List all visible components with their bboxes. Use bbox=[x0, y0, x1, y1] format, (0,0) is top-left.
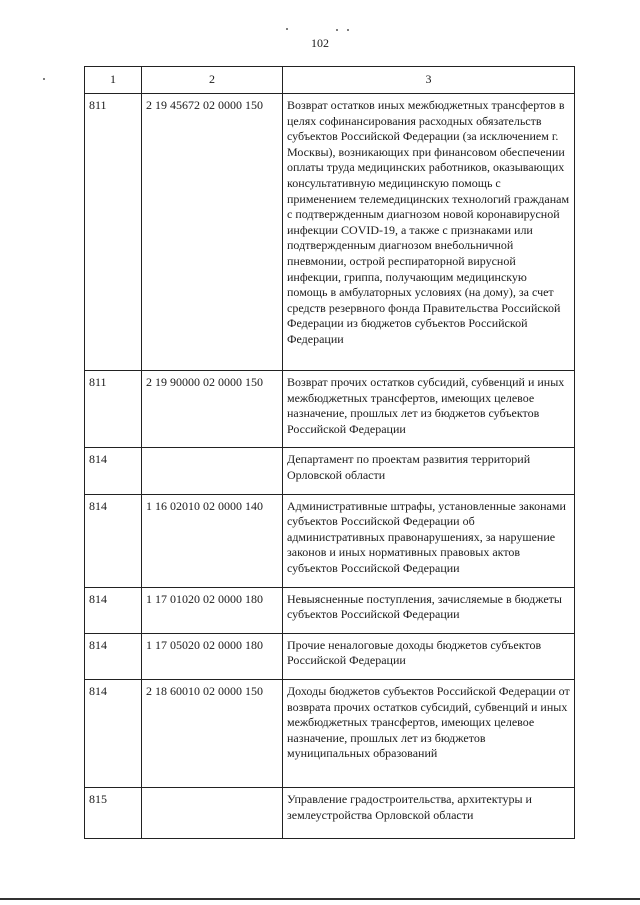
scan-speck bbox=[347, 29, 349, 31]
admin-code-cell: 815 bbox=[85, 787, 142, 838]
admin-code-cell: 814 bbox=[85, 633, 142, 679]
description-cell: Невыясненные поступления, зачисляемые в бюджеты субъектов Российской Федерации bbox=[283, 587, 575, 633]
admin-code-cell: 811 bbox=[85, 94, 142, 371]
table-row bbox=[85, 633, 575, 679]
page-number: 102 bbox=[311, 36, 329, 50]
admin-code-cell: 814 bbox=[85, 448, 142, 494]
revenue-code-cell bbox=[142, 787, 283, 838]
revenue-code-cell: 1 17 01020 02 0000 180 bbox=[142, 587, 283, 633]
header-col-3: 3 bbox=[283, 67, 575, 94]
revenue-code-cell: 2 19 90000 02 0000 150 bbox=[142, 371, 283, 448]
table-row bbox=[85, 587, 575, 633]
revenue-code-cell: 1 16 02010 02 0000 140 bbox=[142, 494, 283, 587]
scan-speck bbox=[286, 28, 288, 30]
table-row bbox=[85, 494, 575, 587]
header-col-2: 2 bbox=[142, 67, 283, 94]
scan-edge-line bbox=[0, 898, 640, 900]
admin-code-cell: 814 bbox=[85, 587, 142, 633]
revenue-code-cell: 1 17 05020 02 0000 180 bbox=[142, 633, 283, 679]
admin-code-cell: 814 bbox=[85, 494, 142, 587]
revenue-code-cell: 2 18 60010 02 0000 150 bbox=[142, 679, 283, 787]
description-cell: Департамент по проектам развития территорий Орловской области bbox=[283, 448, 575, 494]
description-cell: Административные штрафы, установленные законами субъектов Российской Федерации об административных правонарушениях, за нарушение законов и иных нормативных правовых актов субъектов Российской Федерации bbox=[283, 494, 575, 587]
table-row bbox=[85, 94, 575, 371]
revenue-code-cell bbox=[142, 448, 283, 494]
description-cell: Управление градостроительства, архитектуры и землеустройства Орловской области bbox=[283, 787, 575, 838]
description-cell: Прочие неналоговые доходы бюджетов субъектов Российской Федерации bbox=[283, 633, 575, 679]
table-row bbox=[85, 371, 575, 448]
description-cell: Доходы бюджетов субъектов Российской Федерации от возврата прочих остатков субсидий, субвенций и иных межбюджетных трансфертов, имеющих целевое назначение, прошлых лет из бюджетов муниципальных образований bbox=[283, 679, 575, 787]
description-cell: Возврат остатков иных межбюджетных трансфертов в целях софинансирования расходных обязательств субъектов Российской Федерации (за исключением г. Москвы), возникающих при финансовом обеспечении оплаты труда медицинских работников, оказывающих консультативную медицинскую помощь с применением телемедицинских технологий гражданам с подтвержденным диагнозом новой коронавирусной инфекции COVID-19, а также с признаками или подтвержденным диагнозом внебольничной пневмонии, острой респираторной вирусной инфекции, гриппа, получающим медицинскую помощь в амбулаторных условиях (на дому), за счет средств резервного фонда Правительства Российской Федерации из бюджетов субъектов Российской Федерации bbox=[283, 94, 575, 371]
header-col-1: 1 bbox=[85, 67, 142, 94]
revenue-code-cell: 2 19 45672 02 0000 150 bbox=[142, 94, 283, 371]
admin-code-cell: 814 bbox=[85, 679, 142, 787]
table-header-row bbox=[85, 67, 575, 94]
table-row bbox=[85, 679, 575, 787]
description-cell: Возврат прочих остатков субсидий, субвенций и иных межбюджетных трансфертов, имеющих целевое назначение, прошлых лет из бюджетов субъектов Российской Федерации bbox=[283, 371, 575, 448]
scan-speck bbox=[43, 78, 45, 80]
scan-speck bbox=[336, 29, 338, 31]
admin-code-cell: 811 bbox=[85, 371, 142, 448]
table-row bbox=[85, 787, 575, 838]
revenue-codes-table bbox=[84, 66, 575, 839]
table-row bbox=[85, 448, 575, 494]
